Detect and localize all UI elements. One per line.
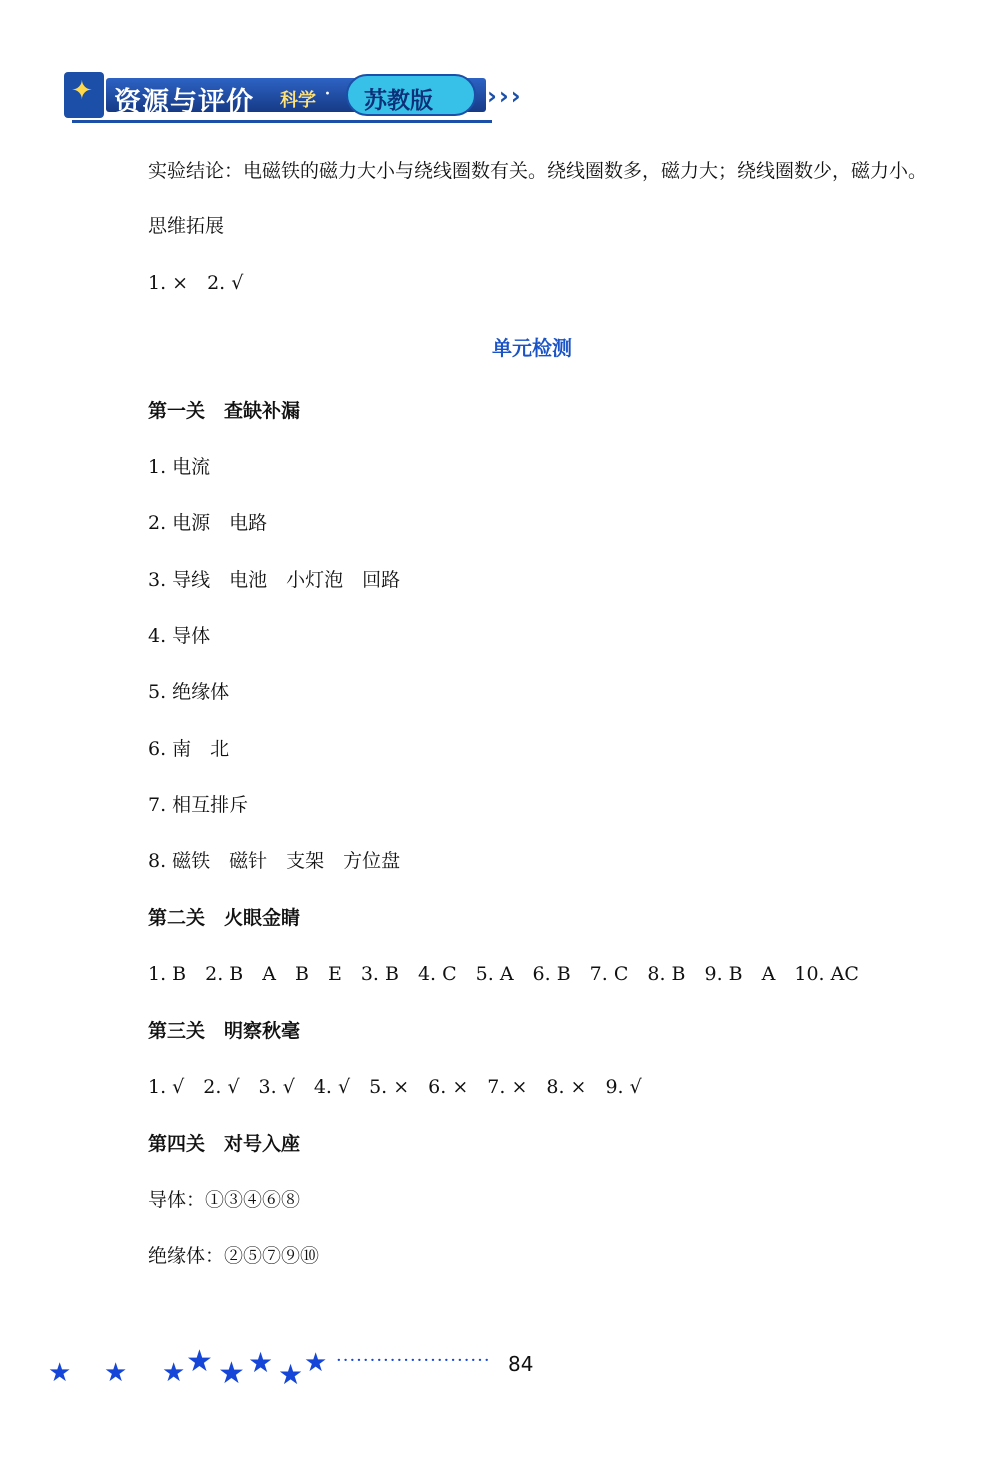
list-item: 7. 相互排斥 [148,794,249,816]
footer-dots: ······················· [336,1350,491,1371]
part4-heading: 第四关 对号入座 [148,1133,301,1155]
list-item: 3. 导线 电池 小灯泡 回路 [148,569,401,591]
edition-badge [346,74,476,116]
star-icon: ★ [304,1348,328,1378]
list-item: 1. 电流 [148,456,211,478]
part2-heading: 第二关 火眼金睛 [148,907,301,929]
header-underline [72,120,492,123]
star-icon: ★ [248,1346,274,1379]
star-icon: ★ [186,1344,213,1379]
star-icon: ★ [218,1356,245,1391]
list-item: 4. 导体 [148,625,211,647]
subject-label: 科学 [280,90,316,111]
star-icon: ★ [278,1358,304,1391]
part3-heading: 第三关 明察秋毫 [148,1020,301,1042]
star-icon: ★ [104,1358,128,1388]
part2-answers: 1. B 2. B A B E 3. B 4. C 5. A 6. B 7. C 8. B 9. B A 10. AC [148,963,859,985]
star-logo-icon: ✦ [64,72,104,118]
chevron-right-icon: ››› [487,82,523,110]
star-icon: ★ [48,1358,72,1388]
star-icon: ★ [162,1358,186,1388]
edition-label: 苏教版 [364,88,433,114]
page-number: 84 [508,1352,534,1376]
experiment-conclusion: 实验结论：电磁铁的磁力大小与绕线圈数有关。绕线圈数多，磁力大；绕线圈数少，磁力小。 [148,160,928,182]
part3-answers: 1. √ 2. √ 3. √ 4. √ 5. × 6. × 7. × 8. × 9. √ [148,1076,642,1098]
page-header [62,68,542,130]
extension-answers: 1. × 2. √ [148,272,244,294]
list-item: 6. 南 北 [148,738,230,760]
unit-test-title: 单元检测 [492,336,572,360]
list-item: 8. 磁铁 磁针 支架 方位盘 [148,850,401,872]
list-item: 2. 电源 电路 [148,512,268,534]
list-item: 5. 绝缘体 [148,681,230,703]
insulators-answer: 绝缘体：②⑤⑦⑨⑩ [148,1245,320,1267]
separator-dot: · [324,82,331,107]
conductors-answer: 导体：①③④⑥⑧ [148,1189,301,1211]
footer-stars [48,1340,338,1400]
part1-heading: 第一关 查缺补漏 [148,400,301,422]
book-title: 资源与评价 [114,87,254,118]
extension-heading: 思维拓展 [148,215,225,237]
